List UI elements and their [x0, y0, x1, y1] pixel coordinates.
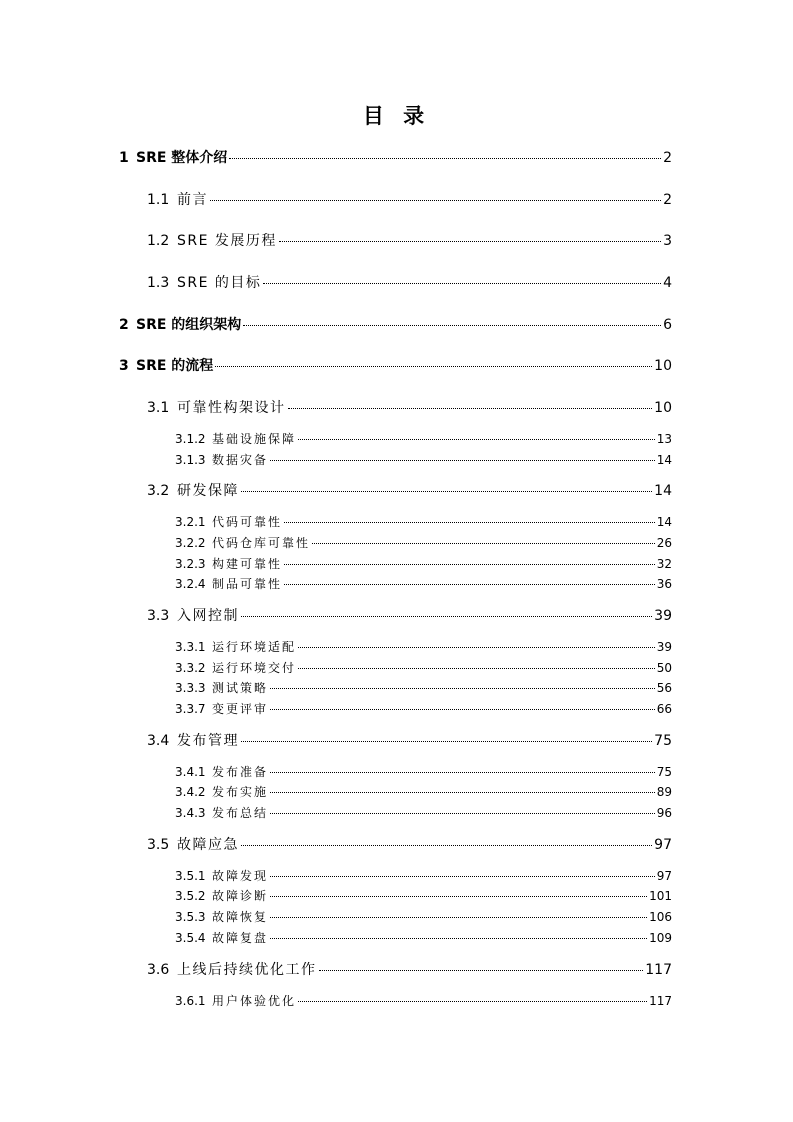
toc-entry-page: 39	[654, 608, 672, 624]
toc-entry-number: 3.5.4	[175, 931, 206, 945]
toc-entry-3[interactable]	[119, 356, 672, 376]
toc-entry-label: 变更评审	[212, 702, 269, 716]
dot-leader	[215, 366, 652, 367]
toc-entry-label: 制品可靠性	[212, 577, 283, 591]
toc-entry-number: 2	[119, 317, 129, 333]
dot-leader	[270, 813, 655, 814]
toc-entry-label: SRE 整体介绍	[136, 150, 228, 166]
toc-entry-label: 用户体验优化	[212, 994, 297, 1008]
dot-leader	[243, 325, 661, 326]
toc-entry-3-3-7[interactable]	[175, 701, 672, 718]
toc-entry-page: 10	[654, 400, 672, 416]
toc-entry-label: 发布总结	[212, 806, 269, 820]
toc-entry-page: 117	[649, 994, 672, 1008]
toc-entry-3-5-3[interactable]	[175, 909, 672, 926]
dot-leader	[288, 408, 653, 409]
toc-entry-number: 3	[119, 358, 129, 374]
toc-entry-page: 97	[654, 837, 672, 853]
toc-entry-number: 3.1.3	[175, 453, 206, 467]
toc-entry-label: 研发保障	[177, 483, 239, 499]
toc-entry-page: 4	[663, 275, 672, 291]
toc-entry-label: 故障诊断	[212, 889, 269, 903]
toc-entry-3-3-1[interactable]	[175, 639, 672, 656]
toc-entry-page: 50	[656, 661, 672, 675]
toc-entry-label: 运行环境适配	[212, 640, 297, 654]
toc-entry-page: 32	[656, 557, 672, 571]
dot-leader	[241, 616, 652, 617]
dot-leader	[270, 917, 647, 918]
toc-entry-3-1-2[interactable]	[175, 431, 672, 448]
toc-entry-3-4[interactable]	[147, 731, 672, 751]
toc-entry-number: 3.3.2	[175, 661, 206, 675]
toc-entry-3-4-1[interactable]	[175, 764, 672, 781]
toc-entry-2[interactable]	[119, 315, 672, 335]
toc-entry-3-2-3[interactable]	[175, 556, 672, 573]
toc-entry-page: 14	[654, 483, 672, 499]
dot-leader	[298, 668, 655, 669]
toc-entry-number: 3.2.2	[175, 536, 206, 550]
dot-leader	[319, 970, 644, 971]
toc-entry-3-6[interactable]	[147, 960, 672, 980]
toc-title: 目 录	[362, 104, 431, 128]
toc-entry-number: 3.1	[147, 400, 170, 416]
toc-entry-number: 3.3.7	[175, 702, 206, 716]
toc-entry-page: 96	[656, 806, 672, 820]
toc-entry-3-2-1[interactable]	[175, 514, 672, 531]
toc-entry-label: SRE 的流程	[136, 358, 214, 374]
dot-leader	[284, 564, 655, 565]
dot-leader	[298, 439, 655, 440]
toc-entry-page: 2	[663, 192, 672, 208]
toc-entry-label: 基础设施保障	[212, 432, 297, 446]
toc-entry-number: 3.1.2	[175, 432, 206, 446]
toc-entry-page: 117	[645, 962, 672, 978]
dot-leader	[279, 241, 661, 242]
toc-entry-3-3-3[interactable]	[175, 680, 672, 697]
toc-entry-page: 39	[656, 640, 672, 654]
toc-entry-number: 3.5.1	[175, 869, 206, 883]
toc-entry-number: 1.2	[147, 233, 170, 249]
toc-entry-label: 代码可靠性	[212, 515, 283, 529]
toc-entry-label: 测试策略	[212, 681, 269, 695]
toc-entry-page: 26	[656, 536, 672, 550]
toc-entry-number: 3.6.1	[175, 994, 206, 1008]
toc-entry-3-5-2[interactable]	[175, 888, 672, 905]
dot-leader	[229, 158, 661, 159]
dot-leader	[263, 283, 661, 284]
dot-leader	[270, 938, 647, 939]
toc-entry-label: 上线后持续优化工作	[177, 962, 317, 978]
toc-entry-number: 3.5.3	[175, 910, 206, 924]
toc-entry-label: SRE 发展历程	[177, 233, 277, 249]
toc-entry-page: 10	[654, 358, 672, 374]
toc-entry-page: 36	[656, 577, 672, 591]
toc-entry-label: SRE 的组织架构	[136, 317, 242, 333]
toc-entry-1[interactable]	[119, 148, 672, 168]
dot-leader	[241, 491, 652, 492]
dot-leader	[270, 876, 655, 877]
toc-entry-page: 2	[663, 150, 672, 166]
toc-entry-label: 故障发现	[212, 869, 269, 883]
dot-leader	[270, 460, 655, 461]
toc-entry-number: 1	[119, 150, 129, 166]
toc-entry-label: 数据灾备	[212, 453, 269, 467]
toc-entry-number: 1.1	[147, 192, 170, 208]
toc-entry-label: 构建可靠性	[212, 557, 283, 571]
toc-entry-number: 3.6	[147, 962, 170, 978]
toc-entry-page: 75	[656, 765, 672, 779]
toc-entry-page: 97	[656, 869, 672, 883]
toc-entry-1-2[interactable]	[147, 231, 672, 251]
toc-entry-number: 3.2	[147, 483, 170, 499]
toc-entry-number: 3.4.3	[175, 806, 206, 820]
toc-entry-3-3[interactable]	[147, 606, 672, 626]
toc-entry-label: 可靠性构架设计	[177, 400, 286, 416]
toc-entry-3-6-1[interactable]	[175, 993, 672, 1010]
dot-leader	[284, 584, 655, 585]
toc-entry-3-2[interactable]	[147, 481, 672, 501]
toc-entry-page: 13	[656, 432, 672, 446]
toc-entry-label: 发布实施	[212, 785, 269, 799]
dot-leader	[270, 792, 655, 793]
toc-entry-page: 101	[649, 889, 672, 903]
toc-entry-number: 3.3	[147, 608, 170, 624]
dot-leader	[284, 522, 655, 523]
toc-entry-label: 运行环境交付	[212, 661, 297, 675]
toc-entry-number: 3.4	[147, 733, 170, 749]
toc-entry-3-4-3[interactable]	[175, 805, 672, 822]
toc-entry-number: 3.2.1	[175, 515, 206, 529]
toc-entry-page: 109	[649, 931, 672, 945]
toc-entry-1-3[interactable]	[147, 273, 672, 293]
toc-entry-1-1[interactable]	[147, 190, 672, 210]
toc-entry-3-5[interactable]	[147, 835, 672, 855]
toc-entry-label: 前言	[177, 192, 208, 208]
dot-leader	[270, 688, 655, 689]
toc-entry-3-1[interactable]	[147, 398, 672, 418]
toc-entry-number: 3.5	[147, 837, 170, 853]
toc-entry-label: 入网控制	[177, 608, 239, 624]
toc-entry-3-1-3[interactable]	[175, 452, 672, 469]
toc-entry-number: 3.4.1	[175, 765, 206, 779]
dot-leader	[241, 845, 652, 846]
toc-entry-number: 1.3	[147, 275, 170, 291]
toc-entry-page: 56	[656, 681, 672, 695]
toc-entry-label: 发布管理	[177, 733, 239, 749]
toc-entry-page: 66	[656, 702, 672, 716]
dot-leader	[270, 896, 647, 897]
toc-entry-number: 3.4.2	[175, 785, 206, 799]
toc-entry-3-2-4[interactable]	[175, 576, 672, 593]
toc-entry-number: 3.5.2	[175, 889, 206, 903]
toc-entry-3-3-2[interactable]	[175, 660, 672, 677]
toc-entry-page: 14	[656, 453, 672, 467]
toc-entry-3-5-1[interactable]	[175, 868, 672, 885]
dot-leader	[312, 543, 655, 544]
toc-entry-number: 3.3.3	[175, 681, 206, 695]
dot-leader	[298, 647, 655, 648]
toc-entry-page: 106	[649, 910, 672, 924]
toc-entry-3-2-2[interactable]	[175, 535, 672, 552]
toc-entry-page: 75	[654, 733, 672, 749]
dot-leader	[210, 200, 661, 201]
dot-leader	[270, 772, 655, 773]
dot-leader	[241, 741, 652, 742]
dot-leader	[270, 709, 655, 710]
toc-entry-page: 89	[656, 785, 672, 799]
toc-entry-label: 故障复盘	[212, 931, 269, 945]
toc-entry-number: 3.2.3	[175, 557, 206, 571]
toc-entry-3-5-4[interactable]	[175, 930, 672, 947]
toc-entry-page: 14	[656, 515, 672, 529]
toc-entry-label: 故障恢复	[212, 910, 269, 924]
toc-entry-number: 3.2.4	[175, 577, 206, 591]
dot-leader	[298, 1001, 647, 1002]
toc-entry-label: 故障应急	[177, 837, 239, 853]
toc-entry-3-4-2[interactable]	[175, 784, 672, 801]
toc-entry-label: SRE 的目标	[177, 275, 262, 291]
toc-entry-page: 3	[663, 233, 672, 249]
toc-entry-label: 代码仓库可靠性	[212, 536, 311, 550]
toc-entry-page: 6	[663, 317, 672, 333]
toc-entry-label: 发布准备	[212, 765, 269, 779]
toc-entry-number: 3.3.1	[175, 640, 206, 654]
